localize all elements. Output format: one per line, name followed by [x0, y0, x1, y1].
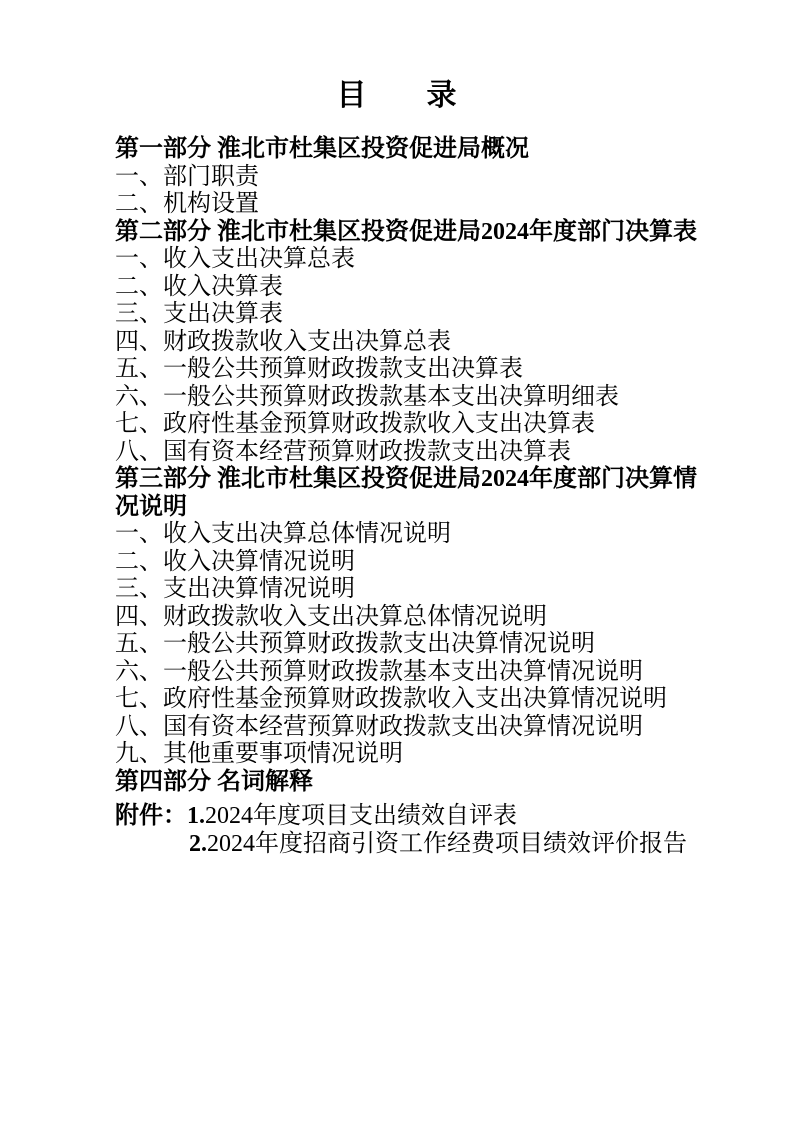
- attachments-block: [115, 803, 697, 858]
- toc-part-heading: 第四部分 名词解释: [115, 768, 313, 795]
- toc-item: 四、财政拨款收入支出决算总表: [115, 328, 451, 355]
- toc-item: 八、国有资本经营预算财政拨款支出决算情况说明: [115, 713, 643, 740]
- toc-item: 九、其他重要事项情况说明: [115, 741, 403, 767]
- attachment-line: [115, 803, 697, 831]
- toc-item: 六、一般公共预算财政拨款基本支出决算明细表: [115, 383, 619, 410]
- toc-item: 一、部门职责: [115, 163, 259, 190]
- toc-item: 三、支出决算情况说明: [115, 576, 355, 602]
- attachment-line: [115, 831, 697, 859]
- toc-item: 六、一般公共预算财政拨款基本支出决算情况说明: [115, 658, 643, 685]
- toc-item: 五、一般公共预算财政拨款支出决算表: [115, 356, 523, 382]
- toc-part-heading: 第一部分 淮北市杜集区投资促进局概况: [115, 136, 529, 162]
- toc-item: 五、一般公共预算财政拨款支出决算情况说明: [115, 631, 595, 657]
- attachments-label: 附件：: [115, 803, 187, 829]
- toc-item: 七、政府性基金预算财政拨款收入支出决算情况说明: [115, 686, 667, 712]
- page-title: 目 录: [336, 79, 457, 112]
- attachment-title: 2024年度招商引资工作经费项目绩效评价报告: [207, 830, 687, 857]
- toc-item: 二、收入决算情况说明: [115, 548, 355, 575]
- attachment-number: 2.: [189, 830, 207, 857]
- toc-item: 一、收入支出决算总表: [115, 246, 355, 272]
- attachment-title: 2024年度项目支出绩效自评表: [205, 803, 517, 829]
- toc-item: 二、收入决算表: [115, 273, 283, 300]
- toc-item: 一、收入支出决算总体情况说明: [115, 521, 451, 547]
- toc-part-heading: 第三部分 淮北市杜集区投资促进局2024年度部门决算情况说明: [115, 466, 697, 520]
- table-of-contents: [115, 136, 697, 858]
- toc-item: 四、财政拨款收入支出决算总体情况说明: [115, 603, 547, 630]
- attachment-number: 1.: [187, 803, 205, 829]
- toc-item: 二、机构设置: [115, 191, 259, 217]
- toc-item: 七、政府性基金预算财政拨款收入支出决算表: [115, 411, 595, 437]
- toc-part-heading: 第二部分 淮北市杜集区投资促进局2024年度部门决算表: [115, 218, 697, 245]
- toc-item: 八、国有资本经营预算财政拨款支出决算表: [115, 438, 571, 465]
- toc-item: 三、支出决算表: [115, 301, 283, 327]
